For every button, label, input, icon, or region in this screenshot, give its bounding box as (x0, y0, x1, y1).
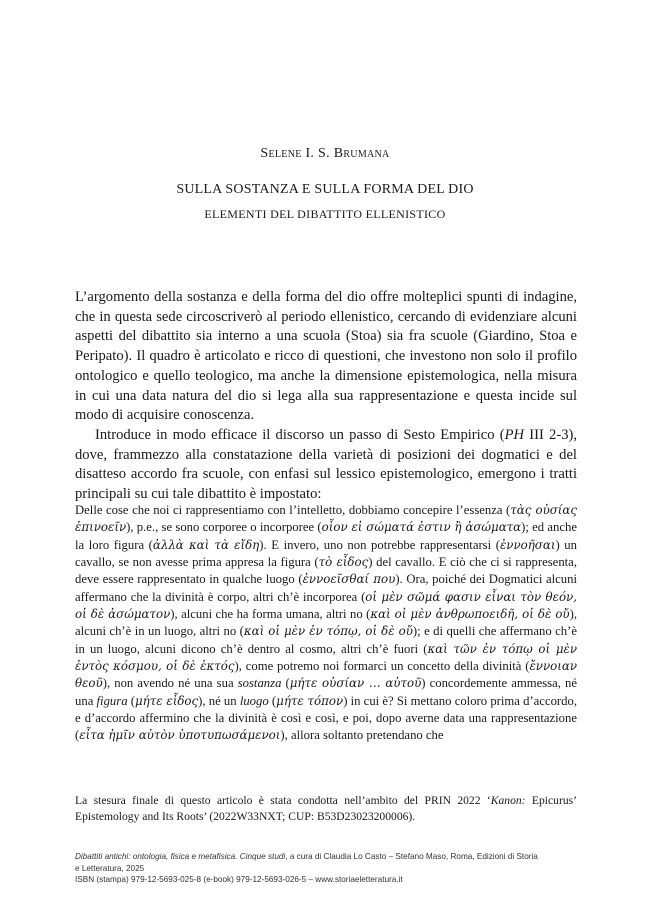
quote-text: ), allora soltanto pretendano che (280, 728, 444, 743)
paragraph-1: L’argomento della sostanza e della forma del dio offre molteplici spunti di indagine, che in questa sede circoscriverò al periodo ellenistico, cercando di evidenziare alcuni aspetti del dibattito sia interno a una scuola (Stoa) sia fra scuole (Giardino, Stoa e Peripato). Il quadro è articolato e ricco di questioni, che investono non solo il profilo ontologico e quello teologico, ma anche la dimensione epistemologica, nella misura in cui una data natura del dio si lega alla sua rappresentazione e questa incide sul modo di acquisire conoscenza. (75, 289, 577, 424)
quote-text: ) in cui è? Si mettano coloro prima d’accordo, e d’accordo affermino che la divinità è così e così, e poi, dopo averne data una rappresentazione ( (75, 693, 578, 743)
emphasized-term: luogo (239, 693, 269, 708)
quote-text: ). E invero, uno non potrebbe rappresentarsi ( (259, 537, 500, 552)
greek-term: εἶτα ἡμῖν αὐτὸν ὑποτυπωσάμενοι (79, 728, 281, 743)
paragraph-2 (75, 426, 577, 505)
quote-text: ) un cavallo, se non avesse prima appresa la figura ( (75, 537, 577, 570)
footnote-text: La stesura finale di questo articolo è stata condotta nell’ambito del PRIN 2022 ‘ (75, 794, 491, 807)
quote-text: ), p.e., se sono corporee o incorporee ( (126, 520, 322, 535)
quote-text: ); ed anche la loro figura ( (75, 520, 577, 552)
quote-text: ); e di quelli che affermano ch’è in un luogo, alcuni dicono ch’è dentro al cosmo, altri ch’è fuori ( (75, 624, 577, 656)
imprint-line-3: ISBN (stampa) 979-12-5693-025-8 (e-book) 979-12-5693-026-5 – www.storiaeletteratura.it (75, 875, 403, 885)
greek-term: μήτε τόπον (276, 693, 344, 708)
greek-term: μήτε οὐσίαν … αὐτοῦ (289, 676, 422, 691)
imprint-book-title: Dibattiti antichi: ontologia, fisica e metafisica. Cinque studi (75, 852, 286, 861)
imprint-line-2: e Letteratura, 2025 (75, 863, 145, 873)
quote-text: ), alcuni ch’è in un luogo, altri no ( (75, 607, 578, 639)
author-name: Selene I. S. Brumana (260, 146, 390, 161)
imprint-line-1 (75, 851, 595, 863)
quote-text: ) concordemente ammessa, né una (75, 676, 577, 708)
greek-term: καὶ τῶν ἐν τόπῳ οἱ μὲν ἐντὸς κόσμου, οἱ δὲ ἐκτός (75, 641, 577, 674)
block-quote (75, 502, 577, 745)
greek-term: ἔννοιαν θεοῦ (75, 659, 577, 691)
greek-term: οἱ μὲν σῶμά φασιν εἶναι τὸν θεόν, οἱ δὲ ἀσώματον (75, 589, 577, 622)
greek-term: τὸ εἶδος (318, 555, 369, 570)
quote-text: ( (281, 676, 290, 691)
article-title: SULLA SOSTANZA E SULLA FORMA DEL DIO (176, 182, 474, 197)
greek-term: ἐννοεῖσθαί που (302, 572, 396, 587)
paragraph-2-end: III 2-3), dove, frammezzo alla constatazione della varietà di posizioni dei dogmatici e del disatteso accordo fra scuole, con enfasi sul lessico epistemologico, emergono i tratti principali su cui tale dibattito è impostato: (75, 426, 577, 503)
emphasized-term: sostanza (237, 676, 282, 691)
quote-text: ) del cavallo. E ciò che ci si rappresenta, deve essere rappresentato in qualche luogo ( (75, 555, 577, 587)
article-subtitle: ELEMENTI DEL DIBATTITO ELLENISTICO (204, 207, 446, 221)
imprint-editors: , a cura di Claudia Lo Casto – Stefano Maso, Roma, Edizioni di Storia (285, 852, 538, 861)
footnote-text: Epicurus’ Epistemology and Its Roots’ (2022W33NXT; CUP: B53D23023200006). (75, 794, 577, 823)
quote-text: ), come potremo noi formarci un concetto della divinità ( (234, 659, 530, 674)
emphasized-term: figura (96, 693, 128, 708)
greek-term: μήτε εἶδος (135, 693, 199, 708)
greek-term: καὶ οἱ μὲν ἀνθρωποειδῆ, οἱ δὲ οὔ (370, 607, 570, 622)
quote-text: Delle cose che noi ci rappresentiamo con l’intelletto, dobbiamo concepire l’essenza ( (75, 503, 511, 517)
quote-paragraph (75, 502, 577, 745)
quote-text: ), né un (198, 693, 240, 708)
paragraph-2-start: Introduce in modo efficace il discorso un passo di Sesto Empirico ( (95, 426, 505, 443)
greek-term: τὰς οὐσίας ἐπινοεῖν (75, 503, 578, 535)
quote-text: ( (268, 693, 277, 708)
quote-text: ), non avendo né una sua (102, 676, 238, 691)
greek-term: ἀλλὰ καὶ τὰ εἴδη (152, 537, 260, 552)
paragraph-2-reference: PH (504, 426, 525, 443)
imprint (75, 851, 595, 886)
greek-term: καὶ οἱ μὲν ἐν τόπῳ, οἱ δὲ οὔ (243, 624, 413, 639)
footnote (75, 793, 577, 825)
footnote-project-name: Kanon: (490, 794, 526, 807)
greek-term: οἷον εἰ σώματά ἐστιν ἢ ἀσώματα (321, 520, 522, 535)
body-text (75, 288, 577, 505)
quote-text: ( (127, 693, 135, 708)
greek-term: ἐννοῆσαι (499, 537, 556, 552)
quote-text: ). Ora, poiché dei Dogmatici alcuni affermano che la divinità è corpo, altri ch’è incorporea ( (75, 572, 577, 604)
quote-text: ), alcuni che ha forma umana, altri no ( (170, 607, 371, 622)
